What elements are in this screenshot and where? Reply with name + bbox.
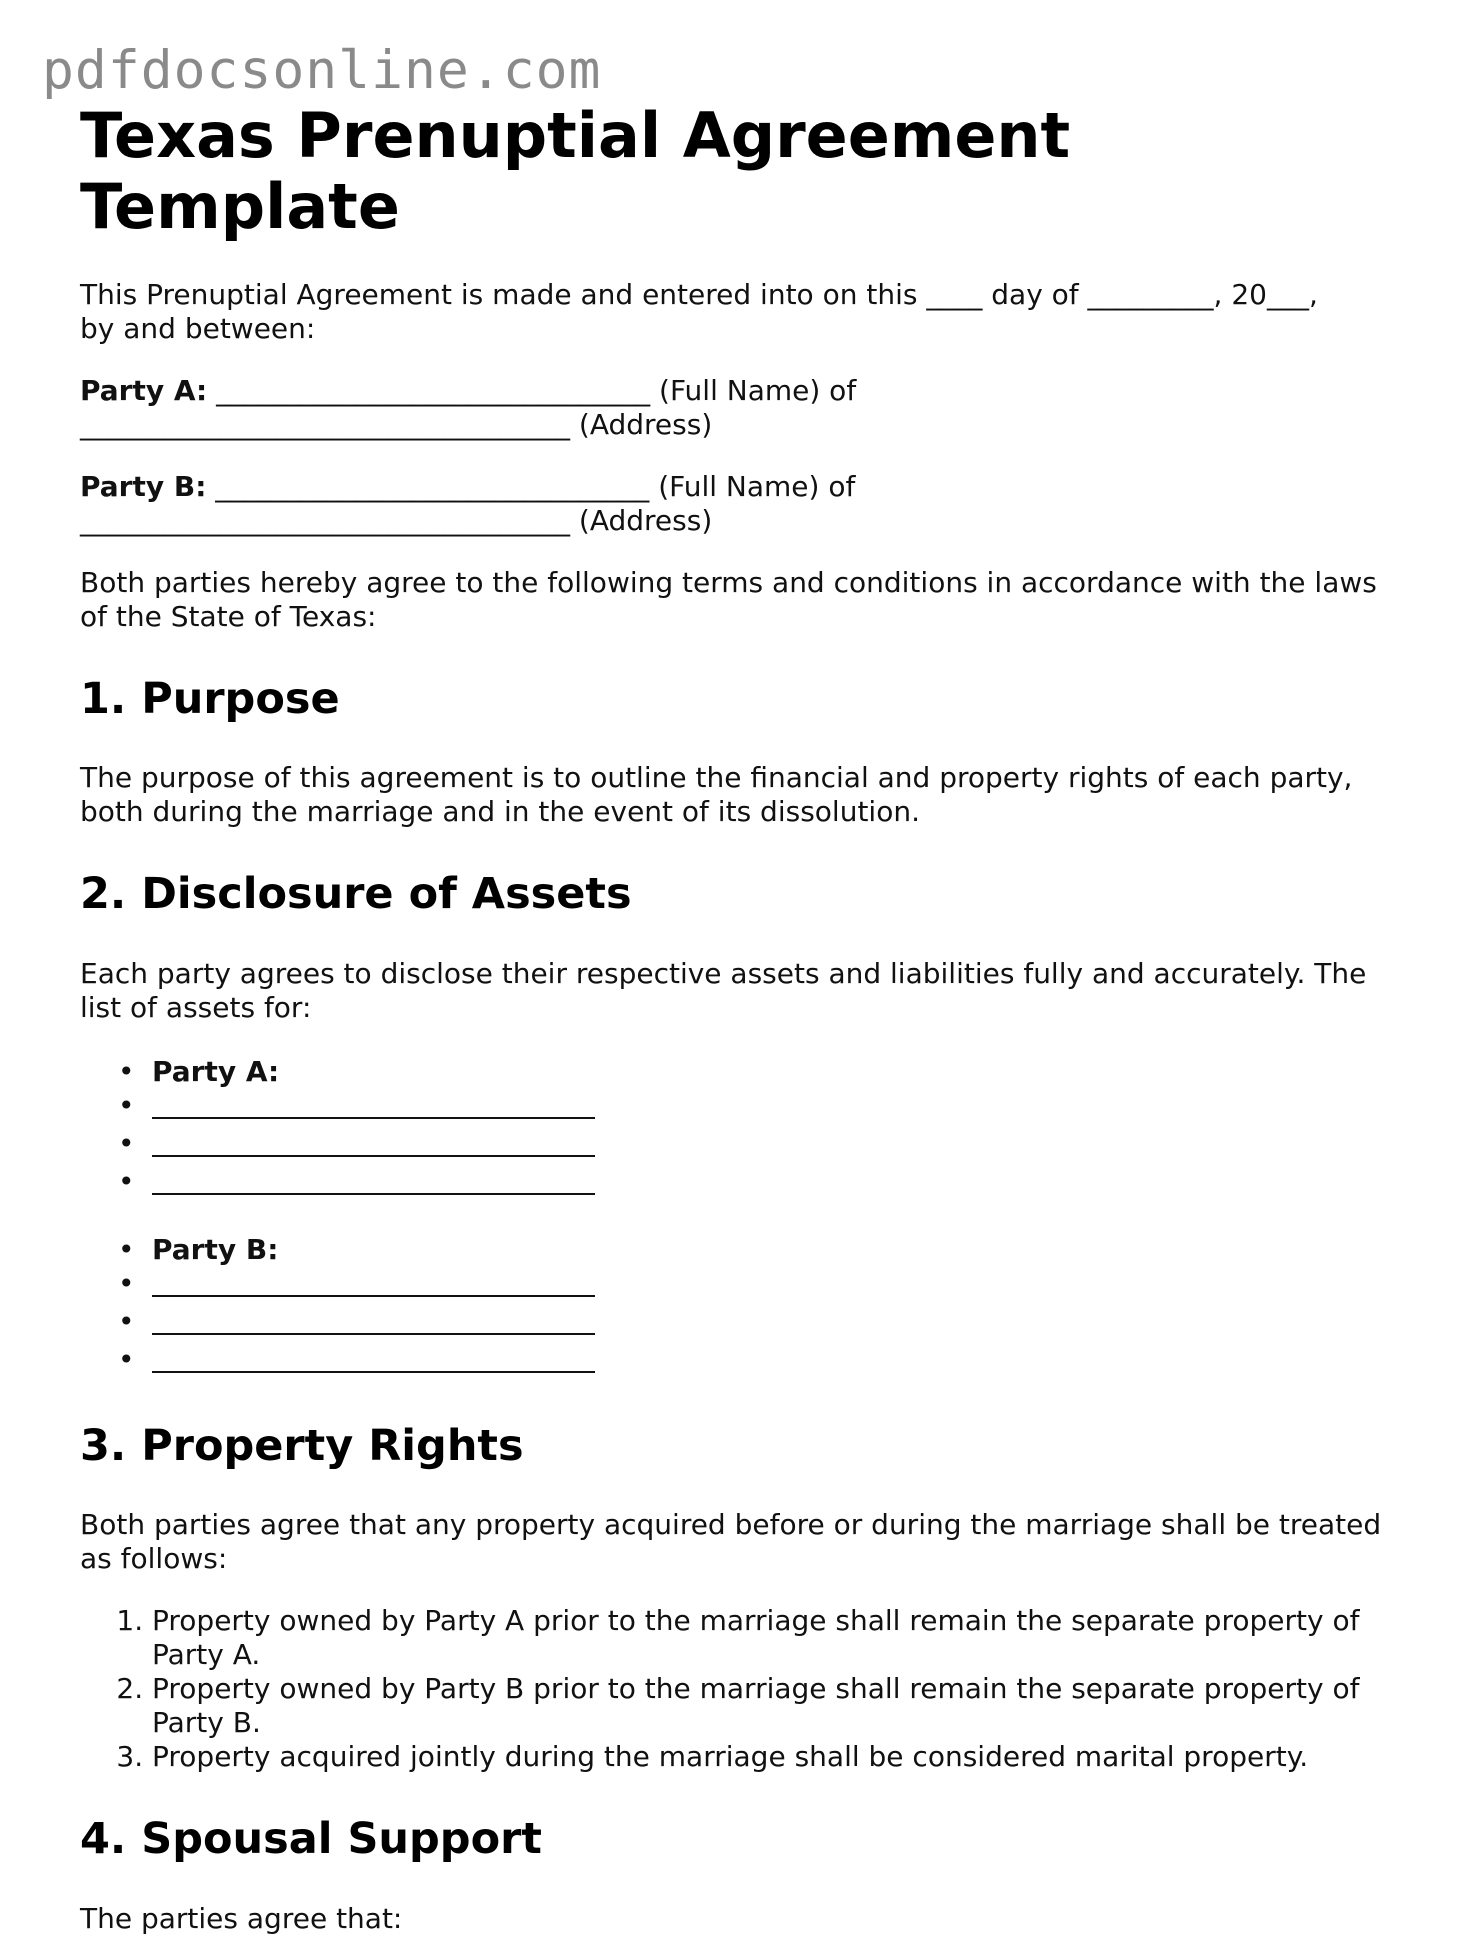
party-b-block	[80, 470, 1390, 538]
list-item: 3. Property acquired jointly during the marriage shall be considered marital property.	[152, 1740, 1390, 1774]
blank-line	[152, 1305, 595, 1335]
blank-line	[152, 1127, 595, 1157]
blank-line	[152, 1165, 595, 1195]
list-item	[80, 1127, 1390, 1165]
section-property-text: Both parties agree that any property acquired before or during the marriage shall be treated as follows:	[80, 1508, 1382, 1576]
intro-line-2: by and between:	[80, 311, 316, 345]
property-rights-list	[80, 1604, 1390, 1774]
list-item	[80, 1233, 1390, 1267]
section-purpose-heading: 1. Purpose	[80, 673, 340, 724]
list-item	[80, 1305, 1390, 1343]
list-item	[80, 1267, 1390, 1305]
intro-paragraph	[80, 278, 1390, 346]
asset-list	[80, 1055, 1390, 1381]
party-a-block	[80, 374, 1390, 442]
blank-line	[152, 1267, 595, 1297]
section-disclosure-text: Each party agrees to disclose their respective assets and liabilities fully and accurately. The list of assets for:	[80, 956, 1367, 1024]
section-support-text: The parties agree that:	[80, 1901, 403, 1935]
agreement-paragraph: Both parties hereby agree to the following terms and conditions in accordance with the laws of the State of Texas:	[80, 565, 1377, 633]
document-page	[80, 100, 1390, 1936]
list-item: 2. Property owned by Party B prior to the marriage shall remain the separate property of Party B.	[152, 1672, 1390, 1740]
blank-line	[152, 1343, 595, 1373]
asset-party-a-label: Party A:	[152, 1054, 280, 1088]
party-a-name-line: _______________________________ (Full Name) of	[207, 373, 857, 407]
asset-party-b-label: Party B:	[152, 1232, 279, 1266]
section-purpose-text: The purpose of this agreement is to outline the financial and property rights of each party, both during the marriage and in the event of its dissolution.	[80, 761, 1353, 829]
party-b-label: Party B:	[80, 469, 207, 503]
blank-line	[152, 1089, 595, 1119]
section-support-heading: 4. Spousal Support	[80, 1814, 542, 1865]
intro-line-1: This Prenuptial Agreement is made and entered into on this ____ day of _________, 20___,	[80, 277, 1318, 311]
section-property-heading: 3. Property Rights	[80, 1420, 524, 1471]
party-a-label: Party A:	[80, 373, 208, 407]
list-item: 1. Property owned by Party A prior to the marriage shall remain the separate property of Party A.	[152, 1604, 1390, 1672]
watermark: pdfdocsonline.com	[42, 40, 602, 101]
page-title: Texas Prenuptial Agreement Template	[80, 99, 1071, 244]
list-item	[80, 1165, 1390, 1203]
list-item	[80, 1055, 1390, 1089]
section-disclosure-heading: 2. Disclosure of Assets	[80, 869, 632, 920]
party-b-address-line: ___________________________________ (Address)	[80, 503, 713, 537]
list-item	[80, 1343, 1390, 1381]
party-a-address-line: ___________________________________ (Address)	[80, 407, 713, 441]
list-item	[80, 1089, 1390, 1127]
party-b-name-line: _______________________________ (Full Name) of	[206, 469, 856, 503]
